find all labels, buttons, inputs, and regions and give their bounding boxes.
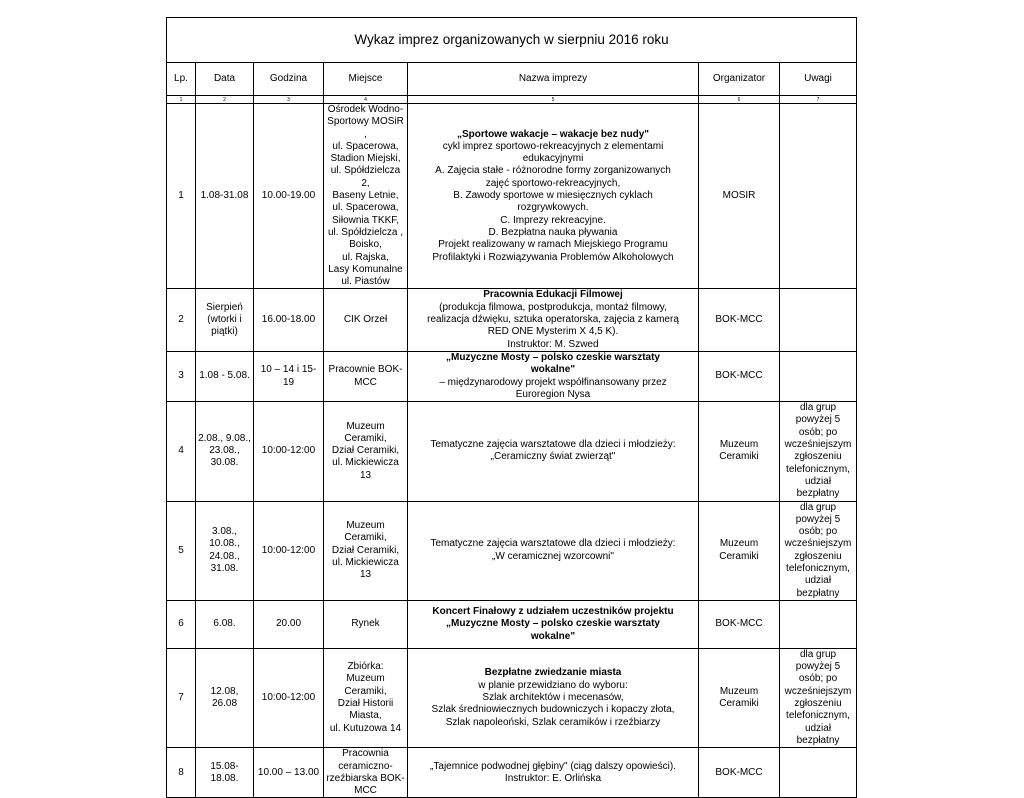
text-line: Miasta, [349, 710, 382, 722]
text-line: dla grup powyżej 5 [795, 501, 841, 525]
table-row [167, 600, 857, 648]
text-line: telefonicznym, udział [786, 463, 850, 487]
cell-nazwa-imprezy [408, 600, 699, 648]
column-number: 1 [167, 96, 196, 104]
text-line: RED ONE Mysterim X 4,5 K). [487, 326, 619, 338]
text-line: telefonicznym, udział [786, 562, 850, 587]
cell-data: 6.08. [196, 600, 254, 648]
column-number: 2 [196, 96, 254, 104]
cell-miejsce [324, 402, 408, 501]
text-line: „Muzyczne Mosty – polsko czeskie warsztaty [446, 351, 660, 363]
cell-nazwa-imprezy [408, 351, 699, 401]
text-line: Instruktor: E. Orlińska [504, 772, 602, 784]
text-line: cykl imprez sportowo-rekreacyjnych z elementami [442, 140, 664, 152]
text-line: rozgrywkowych. [517, 202, 589, 214]
cell-miejsce [324, 351, 408, 401]
cell-uwagi [780, 600, 857, 648]
text-line: Stadion Miejski, [330, 153, 401, 165]
text-line: B. Zawody sportowe w miesięcznych cyklach [453, 190, 653, 202]
text-line: Szlak architektów i mecenasów, [482, 691, 624, 703]
column-number: 5 [408, 96, 699, 104]
text-line: – międzynarodowy projekt współfinansowany przez [439, 376, 667, 388]
text-line: Szlak napoleoński, Szlak ceramików i rzeźbiarzy [445, 716, 661, 728]
text-line: bezpłatny [796, 587, 840, 599]
cell-data: 1.08 - 5.08. [196, 351, 254, 401]
table-row [167, 351, 857, 401]
text-line: Ośrodek Wodno- [327, 104, 404, 115]
cell-miejsce [324, 104, 408, 289]
text-line: (produkcja filmowa, postprodukcja, montaż filmowy, [439, 301, 667, 313]
cell-nazwa-imprezy [408, 748, 699, 798]
text-line: Koncert Finałowy z udziałem uczestników projektu [432, 605, 674, 617]
text-line: Sportowy MOSiR , [327, 116, 404, 140]
cell-organizator: BOK-MCC [699, 289, 780, 351]
cell-data: 15.08-18.08. [196, 748, 254, 798]
text-line: Tematyczne zajęcia warsztatowe dla dzieci i młodzieży: [430, 439, 676, 451]
cell-godzina: 10 – 14 i 15-19 [254, 351, 324, 401]
text-line: MCC [354, 376, 377, 388]
cell-data: Sierpień (wtorki i piątki) [196, 289, 254, 351]
text-line: Tematyczne zajęcia warsztatowe dla dzieci i młodzieży: [430, 538, 676, 550]
text-line: Szlak średniowiecznych budowniczych i kopaczy złota, [431, 704, 675, 716]
cell-nazwa-imprezy [408, 402, 699, 501]
cell-organizator: Muzeum Ceramiki [699, 402, 780, 501]
text-line: bezpłatny [796, 488, 840, 500]
text-line: realizacja dźwięku, sztuka operatorska, zajęcia z kamerą [427, 314, 679, 326]
text-line: ul. Mickiewicza 13 [332, 457, 399, 481]
header-lp: Lp. [167, 63, 196, 96]
header-organizator: Organizator [699, 63, 780, 96]
cell-godzina: 16.00-18.00 [254, 289, 324, 351]
text-line: w planie przewidziano do wyboru: [478, 679, 628, 691]
column-number: 7 [780, 96, 857, 104]
cell-organizator: Muzeum Ceramiki [699, 648, 780, 747]
text-line: Rynek [351, 618, 380, 630]
cell-data: 3.08., 10.08., 24.08., 31.08. [196, 501, 254, 600]
column-number: 4 [324, 96, 408, 104]
events-table [166, 17, 857, 798]
text-line: Siłownia TKKF, [331, 214, 400, 226]
text-line: D. Bezpłatna nauka pływania [488, 226, 618, 238]
text-line: Euroregion Nysa [515, 388, 591, 400]
text-line: MCC [354, 785, 377, 797]
cell-lp: 1 [167, 104, 196, 289]
text-line: Dział Ceramiki, [331, 544, 400, 556]
text-line: Pracownie BOK- [328, 364, 403, 376]
document-page [166, 17, 856, 797]
text-line: Dział Ceramiki, [331, 445, 400, 457]
cell-organizator: Muzeum Ceramiki [699, 501, 780, 600]
cell-organizator: MOSIR [699, 104, 780, 289]
text-line: ceramiczno- [338, 760, 393, 772]
text-line: ul. Piastów [341, 276, 390, 288]
cell-miejsce [324, 648, 408, 747]
cell-data: 2.08., 9.08., 23.08., 30.08. [196, 402, 254, 501]
header-godzina: Godzina [254, 63, 324, 96]
text-line: Bezpłatne zwiedzanie miasta [484, 667, 622, 679]
table-row [167, 748, 857, 798]
cell-godzina: 10:00-12:00 [254, 402, 324, 501]
cell-godzina: 20.00 [254, 600, 324, 648]
text-line: ul. Kutuzowa 14 [329, 722, 402, 734]
cell-godzina: 10:00-12:00 [254, 648, 324, 747]
cell-nazwa-imprezy [408, 104, 699, 289]
cell-lp: 6 [167, 600, 196, 648]
cell-uwagi [780, 289, 857, 351]
text-line: „Ceramiczny świat zwierząt" [490, 451, 616, 463]
text-line: ul. Spółdzielcza 2, [330, 165, 401, 189]
text-line: zgłoszeniu [794, 451, 842, 463]
cell-uwagi [780, 748, 857, 798]
text-line: „Muzyczne Mosty – polsko czeskie warsztaty [446, 618, 660, 630]
text-line: dla grup powyżej 5 [795, 402, 841, 426]
table-row [167, 501, 857, 600]
text-line: Baseny Letnie, [332, 190, 399, 202]
cell-lp: 2 [167, 289, 196, 351]
column-number: 6 [699, 96, 780, 104]
text-line: „W ceramicznej wzorcowni" [492, 550, 614, 562]
header-uwagi: Uwagi [780, 63, 857, 96]
text-line: „Sportowe wakacje – wakacje bez nudy" [456, 128, 650, 140]
table-row [167, 402, 857, 501]
cell-miejsce [324, 501, 408, 600]
text-line: Muzeum Ceramiki, [344, 420, 387, 444]
text-line: ul. Mickiewicza 13 [332, 556, 399, 581]
text-line: Boisko, [349, 239, 382, 251]
text-line: bezpłatny [796, 734, 840, 746]
cell-uwagi [780, 501, 857, 600]
table-row [167, 104, 857, 289]
cell-lp: 8 [167, 748, 196, 798]
text-line: Lasy Komunalne [328, 263, 403, 275]
cell-nazwa-imprezy [408, 501, 699, 600]
cell-uwagi [780, 351, 857, 401]
cell-lp: 3 [167, 351, 196, 401]
text-line: A. Zajęcia stałe - różnorodne formy zorganizowanych [435, 165, 671, 177]
text-line: Projekt realizowany w ramach Miejskiego Programu [438, 239, 668, 251]
text-line: Pracownia Edukacji Filmowej [483, 289, 623, 301]
text-line: dla grup powyżej 5 [795, 648, 841, 673]
cell-organizator: BOK-MCC [699, 351, 780, 401]
text-line: „Tajemnice podwodnej głębiny" (ciąg dalszy opowieści). [430, 760, 676, 772]
column-number: 3 [254, 96, 324, 104]
cell-lp: 7 [167, 648, 196, 747]
table-row [167, 648, 857, 747]
text-line: wokalne" [530, 630, 576, 642]
text-line: zgłoszeniu [794, 550, 842, 562]
text-line: ul. Rajska, [342, 251, 389, 263]
document-title: Wykaz imprez organizowanych w sierpniu 2016 roku [167, 18, 857, 63]
text-line: zajęć sportowo-rekreacyjnych, [485, 177, 621, 189]
text-line: ul. Spacerowa, [332, 202, 399, 214]
cell-nazwa-imprezy [408, 289, 699, 351]
header-nazwa-imprezy: Nazwa imprezy [408, 63, 699, 96]
text-line: telefonicznym, udział [786, 710, 850, 734]
text-line: ul. Spacerowa, [332, 140, 399, 152]
cell-godzina: 10:00-12:00 [254, 501, 324, 600]
cell-miejsce [324, 748, 408, 798]
header-row [167, 63, 857, 96]
text-line: osób; po [798, 426, 838, 438]
cell-miejsce [324, 600, 408, 648]
cell-nazwa-imprezy [408, 648, 699, 747]
text-line: osób; po [798, 673, 838, 685]
text-line: wcześniejszym [784, 685, 852, 697]
cell-uwagi [780, 104, 857, 289]
cell-lp: 4 [167, 402, 196, 501]
table-row [167, 289, 857, 351]
text-line: wcześniejszym [784, 538, 852, 550]
text-line: edukacyjnymi [522, 153, 584, 165]
text-line: Profilaktyki i Rozwiązywania Problemów Alkoholowych [432, 251, 674, 263]
text-line: zgłoszeniu [794, 698, 842, 710]
cell-uwagi [780, 402, 857, 501]
text-line: ul. Spółdzielcza , [327, 226, 404, 238]
text-line: CIK Orzeł [343, 314, 388, 326]
text-line: C. Imprezy rekreacyjne. [500, 214, 606, 226]
cell-data: 12.08, 26.08 [196, 648, 254, 747]
cell-organizator: BOK-MCC [699, 748, 780, 798]
cell-godzina: 10.00-19.00 [254, 104, 324, 289]
cell-uwagi [780, 648, 857, 747]
text-line: Muzeum Ceramiki, [344, 519, 387, 544]
cell-miejsce [324, 289, 408, 351]
header-data: Data [196, 63, 254, 96]
text-line: osób; po [798, 526, 838, 538]
text-line: Dział Historii [337, 698, 394, 710]
column-number-row [167, 96, 857, 104]
text-line: Zbiórka: [347, 661, 384, 673]
cell-data: 1.08-31.08 [196, 104, 254, 289]
cell-lp: 5 [167, 501, 196, 600]
text-line: wcześniejszym [784, 439, 852, 451]
text-line: Instruktor: M. Szwed [507, 338, 599, 350]
cell-godzina: 10.00 – 13.00 [254, 748, 324, 798]
text-line: Pracownia [342, 748, 389, 760]
text-line: wokalne" [530, 364, 576, 376]
header-miejsce: Miejsce [324, 63, 408, 96]
text-line: Muzeum Ceramiki, [344, 673, 387, 697]
text-line: rzeźbiarska BOK- [326, 772, 405, 784]
cell-organizator: BOK-MCC [699, 600, 780, 648]
